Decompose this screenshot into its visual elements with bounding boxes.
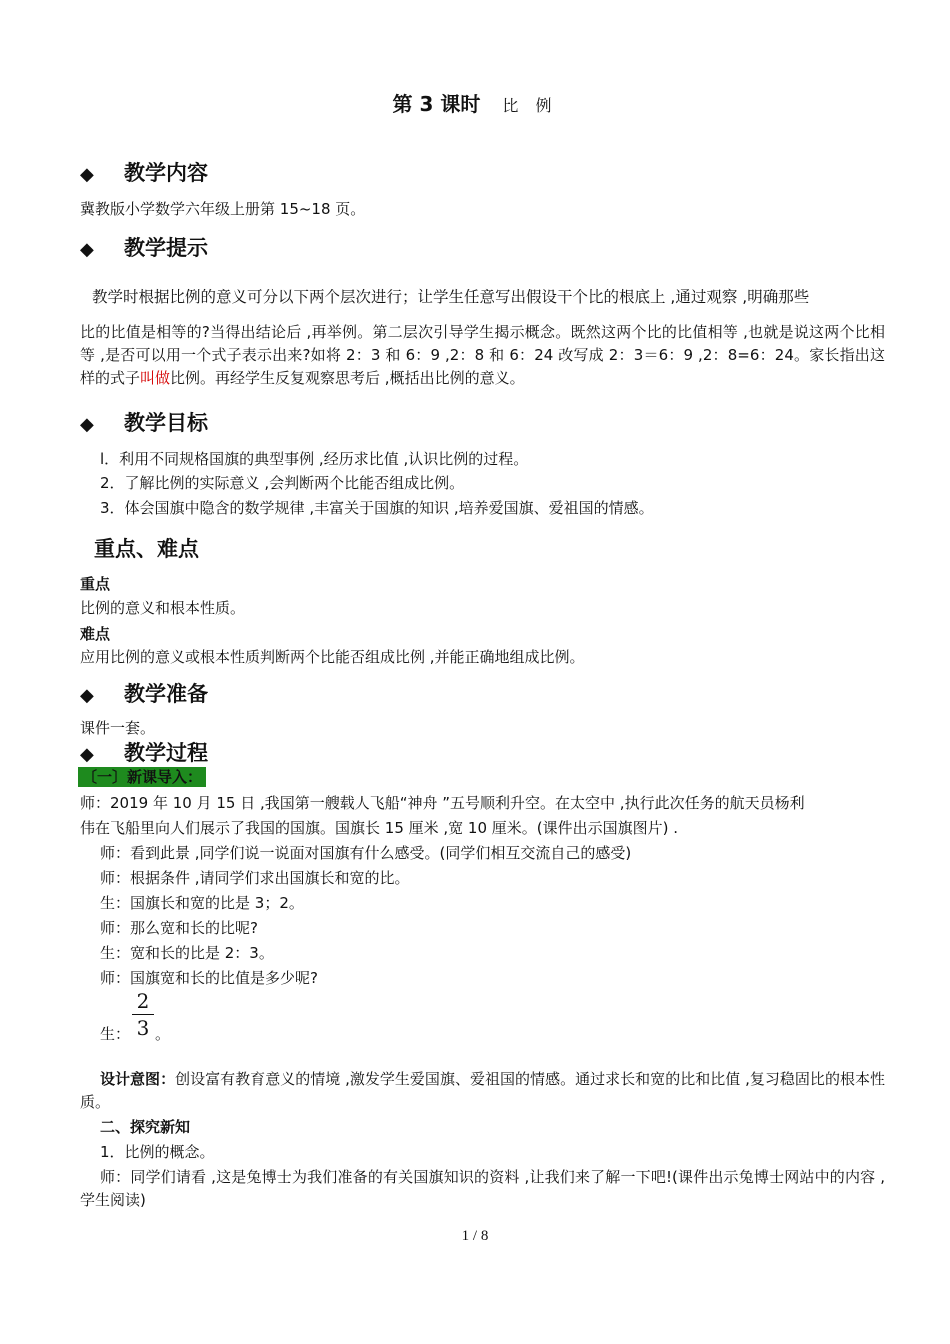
dialog-line: 师：根据条件 ,请同学们求出国旗长和宽的比。 (100, 869, 410, 887)
dialog-line: 生：宽和长的比是 2：3。 (100, 944, 274, 962)
page-number: 1 / 8 (461, 1228, 489, 1244)
intro-line2: 伟在飞船里向人们展示了我国的国旗。国旗长 15 厘米 ,宽 10 厘米。(课件出示国旗图片) . (80, 819, 679, 837)
answer-suffix: 。 (155, 1025, 171, 1043)
dialog-line: 生：国旗长和宽的比是 3；2。 (100, 894, 304, 912)
heading-content: ◆ 教学内容 (80, 161, 208, 185)
hint-line1: 教学时根据比例的意义可分以下两个层次进行；让学生任意写出假设干个比的根底上 ,通过观察 ,明确那些 (92, 288, 810, 306)
diamond-bullet-icon: ◆ (80, 239, 94, 260)
teacher-line: 师：同学们请看 ,这是兔博士为我们准备的有关国旗知识的资料 ,让我们来了解一下吧!(课件出示兔博士网站中的内容 ,学生阅读) (80, 1168, 885, 1209)
design-intent: 设计意图：创设富有教育意义的情境 ,激发学生爱国旗、爱祖国的情感。通过求长和宽的比和比值 ,复习稳固比的根本性质。 (80, 1070, 885, 1111)
goal-item: l．利用不同规格国旗的典型事例 ,经历求比值 ,认识比例的过程。 (100, 450, 529, 468)
difficulty-label: 难点 (80, 625, 111, 643)
title-sub: 比 例 (502, 96, 558, 115)
heading-goals: ◆ 教学目标 (80, 411, 208, 435)
title-main: 第 3 课时 (392, 92, 481, 116)
diamond-bullet-icon: ◆ (80, 744, 94, 765)
fraction (132, 990, 154, 1039)
content-text: 冀教版小学数学六年级上册第 15~18 页。 (80, 200, 366, 218)
subsection-intro: 〔一〕新课导入： (78, 767, 206, 787)
difficulty-text: 应用比例的意义或根本性质判断两个比能否组成比例 ,并能正确地组成比例。 (80, 648, 585, 666)
dialog-line: 师：看到此景 ,同学们说一说面对国旗有什么感受。(同学们相互交流自己的感受) (100, 844, 632, 862)
goal-item: 3．体会国旗中隐含的数学规律 ,丰富关于国旗的知识 ,培养爱国旗、爱祖国的情感。 (100, 499, 654, 517)
diamond-bullet-icon: ◆ (80, 164, 94, 185)
key-label: 重点 (80, 575, 111, 593)
intro-line1: 师：2019 年 10 月 15 日 ,我国第一艘载人飞船“神舟 ”五号顺利升空。在太空中 ,执行此次任务的航天员杨利 (80, 794, 805, 812)
hint-paragraph: 比的比值是相等的?当得出结论后 ,再举例。第二层次引导学生揭示概念。既然这两个比的比值相等 ,也就是说这两个比相等 ,是否可以用一个式子表示出来?如将 2：3 和 6：9 ,2：8 和 6：24 改写成 2：3＝6：9 ,2：8=6：24。家长指出这样的式子叫做比例。再经学生反复观察思考后 ,概括出比例的意义。 (80, 323, 885, 387)
diamond-bullet-icon: ◆ (80, 414, 94, 435)
fraction-denominator: 3 (136, 1016, 150, 1040)
heading-hint: ◆ 教学提示 (80, 236, 208, 260)
heading-key: 重点、难点 (94, 537, 199, 561)
dialog-line: 师：国旗宽和长的比值是多少呢? (100, 969, 318, 987)
dialog-line: 师：那么宽和长的比呢? (100, 919, 258, 937)
page-title (0, 88, 950, 117)
key-text: 比例的意义和根本性质。 (80, 599, 246, 617)
prep-text: 课件一套。 (80, 719, 156, 737)
fraction-numerator: 2 (136, 989, 150, 1013)
hint-red-word: 叫做 (140, 369, 171, 387)
heading-prep: ◆ 教学准备 (80, 682, 208, 706)
heading-process: ◆ 教学过程 (80, 741, 208, 765)
diamond-bullet-icon: ◆ (80, 685, 94, 706)
subsection-explore: 二、探究新知 (100, 1118, 191, 1136)
answer-prefix: 生： (100, 1025, 131, 1043)
goal-item: 2．了解比例的实际意义 ,会判断两个比能否组成比例。 (100, 474, 465, 492)
concept-item: 1．比例的概念。 (100, 1143, 215, 1161)
